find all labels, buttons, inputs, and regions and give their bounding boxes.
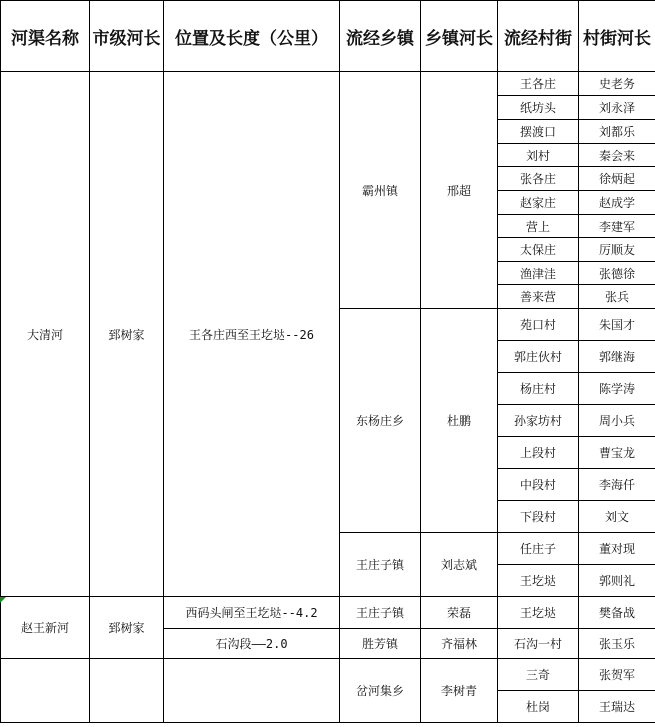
location-cell bbox=[164, 659, 340, 723]
village-chief-cell: 陈学涛 bbox=[579, 373, 655, 405]
city-chief-cell bbox=[90, 659, 164, 723]
town-chief-cell: 杜鹏 bbox=[421, 309, 498, 533]
village-chief-cell: 刘永泽 bbox=[579, 96, 655, 120]
village-cell: 纸坊头 bbox=[498, 96, 579, 120]
village-chief-cell: 张兵 bbox=[579, 285, 655, 309]
village-cell: 善来营 bbox=[498, 285, 579, 309]
cell-comment-marker bbox=[0, 597, 6, 603]
river-name-cell: 大清河 bbox=[1, 72, 90, 597]
town-cell: 霸州镇 bbox=[340, 72, 421, 309]
village-cell: 任庄子 bbox=[498, 533, 579, 565]
town-chief-cell: 邢超 bbox=[421, 72, 498, 309]
river-name-cell: 赵王新河 bbox=[1, 597, 90, 659]
village-chief-cell: 郭继海 bbox=[579, 341, 655, 373]
village-chief-cell: 董对现 bbox=[579, 533, 655, 565]
header-river-name: 河渠名称 bbox=[1, 1, 90, 72]
village-cell: 张各庄 bbox=[498, 167, 579, 191]
town-chief-cell: 李树青 bbox=[421, 659, 498, 723]
village-cell: 三奇 bbox=[498, 659, 579, 691]
village-chief-cell: 秦会来 bbox=[579, 144, 655, 167]
header-city-chief: 市级河长 bbox=[90, 1, 164, 72]
village-chief-cell: 王瑞达 bbox=[579, 691, 655, 723]
village-chief-cell: 张德徐 bbox=[579, 262, 655, 285]
village-cell: 营上 bbox=[498, 215, 579, 238]
village-chief-cell: 李海仟 bbox=[579, 469, 655, 501]
header-location-length: 位置及长度（公里） bbox=[164, 1, 340, 72]
village-chief-cell: 郭则礼 bbox=[579, 565, 655, 597]
village-cell: 中段村 bbox=[498, 469, 579, 501]
table-row bbox=[1, 659, 655, 691]
header-village-chief: 村街河长 bbox=[579, 1, 655, 72]
location-cell: 石沟段——2.0 bbox=[164, 629, 340, 659]
river-name-cell bbox=[1, 659, 90, 723]
town-cell: 王庄子镇 bbox=[340, 597, 421, 629]
header-town: 流经乡镇 bbox=[340, 1, 421, 72]
village-chief-cell: 史老务 bbox=[579, 72, 655, 96]
village-cell: 赵家庄 bbox=[498, 191, 579, 215]
village-cell: 刘村 bbox=[498, 144, 579, 167]
village-cell: 王圪垯 bbox=[498, 565, 579, 597]
table-row bbox=[1, 72, 655, 96]
village-chief-cell: 徐炳起 bbox=[579, 167, 655, 191]
village-chief-cell: 樊备战 bbox=[579, 597, 655, 629]
village-cell: 渔津洼 bbox=[498, 262, 579, 285]
village-cell: 太保庄 bbox=[498, 238, 579, 262]
village-cell: 王各庄 bbox=[498, 72, 579, 96]
village-cell: 苑口村 bbox=[498, 309, 579, 341]
village-chief-cell: 李建军 bbox=[579, 215, 655, 238]
town-cell: 胜芳镇 bbox=[340, 629, 421, 659]
town-cell: 东杨庄乡 bbox=[340, 309, 421, 533]
village-cell: 石沟一村 bbox=[498, 629, 579, 659]
town-chief-cell: 荣磊 bbox=[421, 597, 498, 629]
city-chief-cell: 郅树家 bbox=[90, 597, 164, 659]
village-chief-cell: 周小兵 bbox=[579, 405, 655, 437]
village-chief-cell: 张贺军 bbox=[579, 659, 655, 691]
city-chief-cell: 郅树家 bbox=[90, 72, 164, 597]
town-cell: 王庄子镇 bbox=[340, 533, 421, 597]
village-cell: 摆渡口 bbox=[498, 120, 579, 144]
village-chief-cell: 曹宝龙 bbox=[579, 437, 655, 469]
location-cell: 王各庄西至王圪垯--26 bbox=[164, 72, 340, 597]
village-cell: 杨庄村 bbox=[498, 373, 579, 405]
village-cell: 王圪垯 bbox=[498, 597, 579, 629]
village-chief-cell: 朱国才 bbox=[579, 309, 655, 341]
header-town-chief: 乡镇河长 bbox=[421, 1, 498, 72]
village-chief-cell: 赵成学 bbox=[579, 191, 655, 215]
header-row bbox=[1, 1, 655, 72]
town-chief-cell: 齐福林 bbox=[421, 629, 498, 659]
town-cell: 岔河集乡 bbox=[340, 659, 421, 723]
header-village: 流经村街 bbox=[498, 1, 579, 72]
location-cell: 西码头闸至王圪垯--4.2 bbox=[164, 597, 340, 629]
village-chief-cell: 刘文 bbox=[579, 501, 655, 533]
village-chief-cell: 厉顺友 bbox=[579, 238, 655, 262]
village-cell: 孙家坊村 bbox=[498, 405, 579, 437]
village-chief-cell: 张玉乐 bbox=[579, 629, 655, 659]
village-cell: 上段村 bbox=[498, 437, 579, 469]
village-cell: 杜岗 bbox=[498, 691, 579, 723]
town-chief-cell: 刘志斌 bbox=[421, 533, 498, 597]
village-chief-cell: 刘都乐 bbox=[579, 120, 655, 144]
village-cell: 郭庄伙村 bbox=[498, 341, 579, 373]
table-row bbox=[1, 597, 655, 629]
village-cell: 下段村 bbox=[498, 501, 579, 533]
